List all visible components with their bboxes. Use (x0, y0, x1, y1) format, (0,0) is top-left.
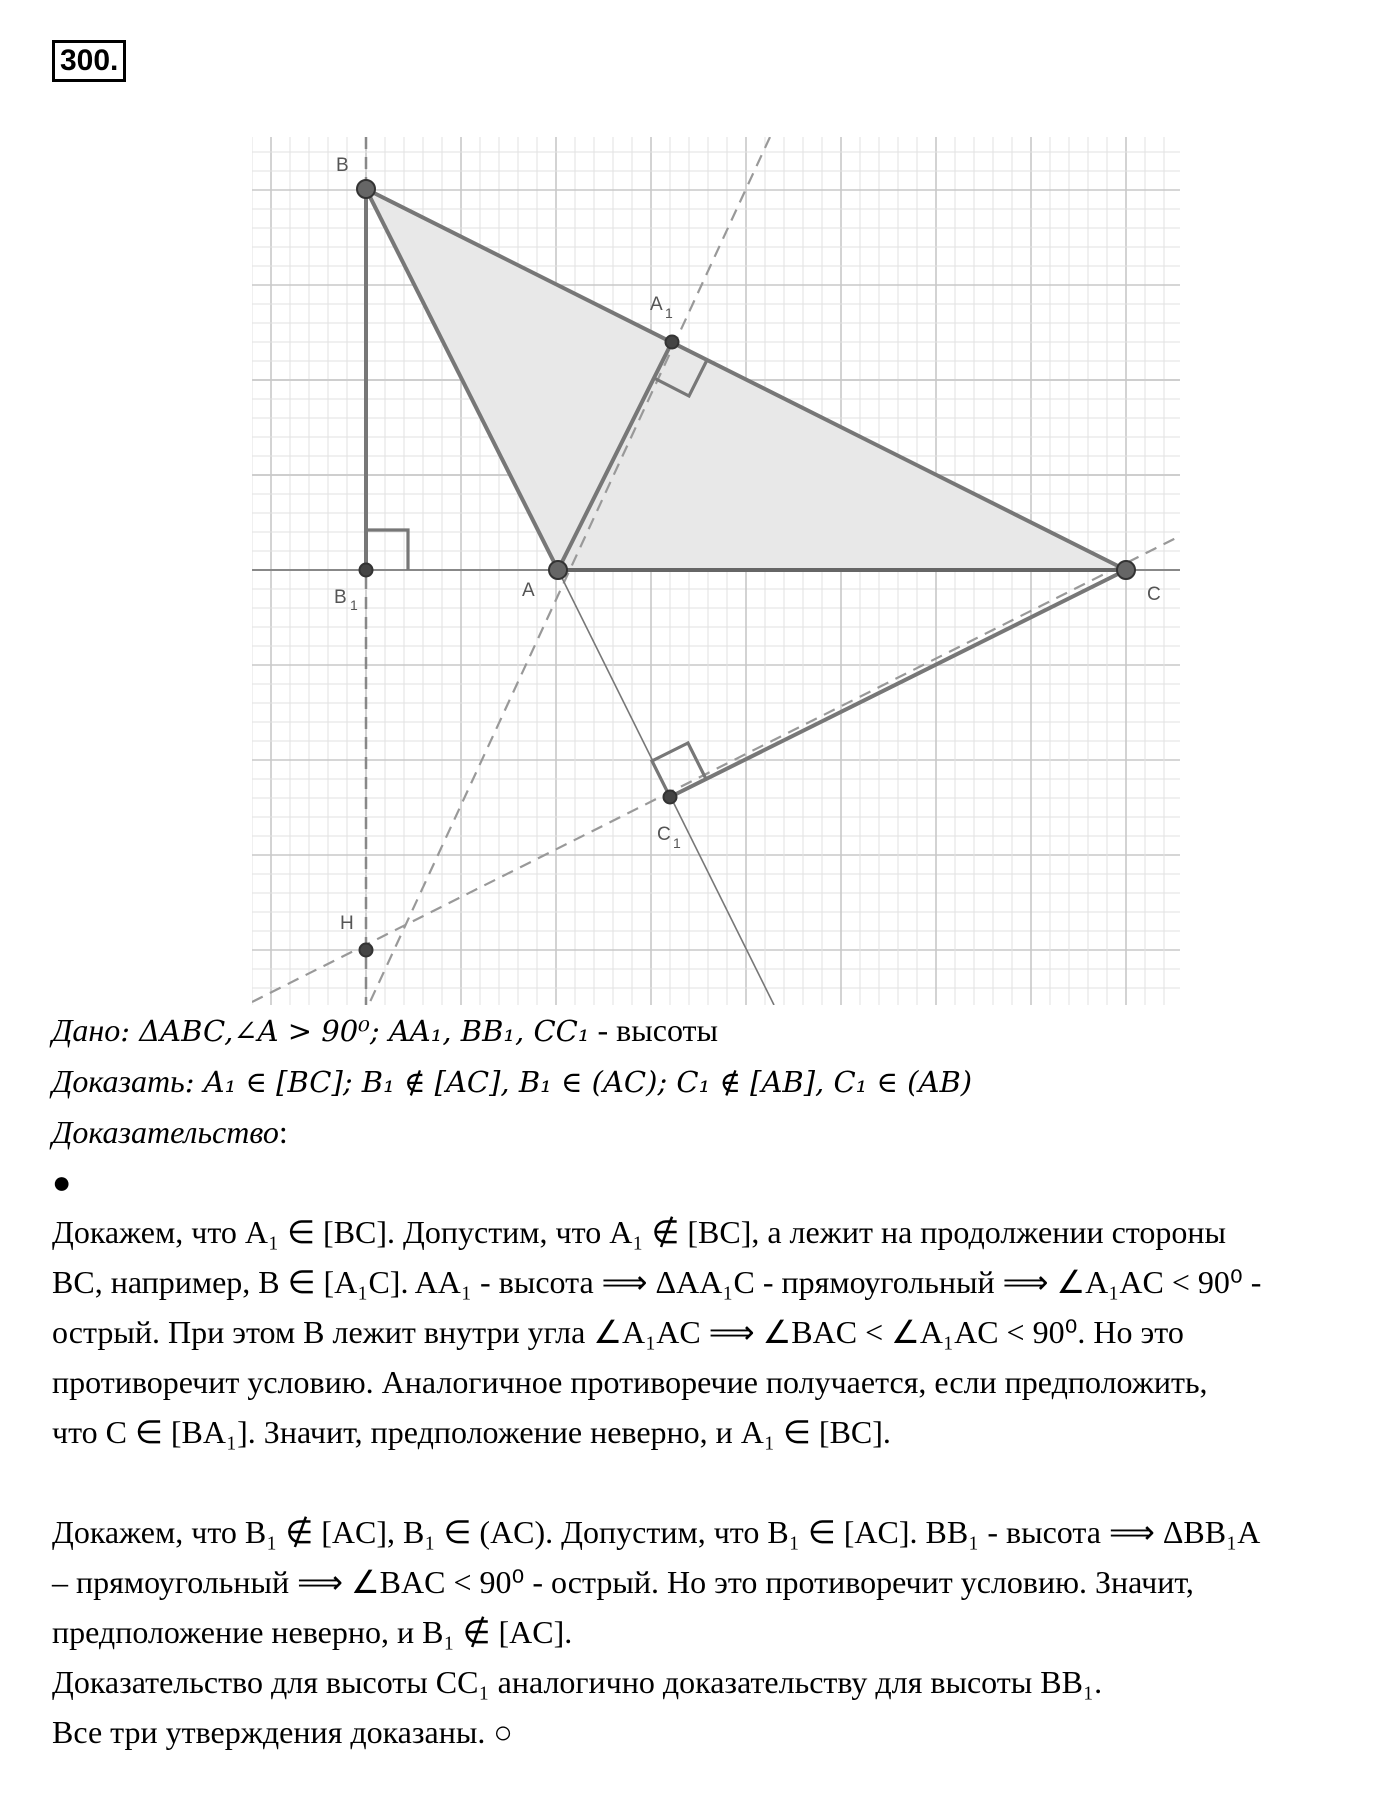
paragraph-2-line: Доказательство для высоты CC₁ аналогично доказательству для высоты BB₁. (52, 1664, 1103, 1700)
label-h: H (340, 913, 354, 934)
proof-heading-colon: : (278, 1114, 288, 1150)
paragraph-2-line: – прямоугольный ⟹ ∠BAC < 90⁰ - острый. Но это противоречит условию. Значит, (52, 1564, 1194, 1600)
given-math: : ΔABC,∠A > 90⁰; AA₁, BB₁, CC₁ (120, 1014, 590, 1048)
label-a1: A (650, 294, 663, 315)
bullet-marker: ● (52, 1164, 72, 1200)
prove-line (52, 1056, 1362, 1107)
label-c1-sub: 1 (673, 835, 681, 851)
label-a1-sub: 1 (665, 305, 673, 321)
label-c1: C (657, 824, 671, 845)
paragraph-2 (52, 1507, 1362, 1757)
prove-label: Доказать (52, 1063, 185, 1099)
label-b: B (336, 155, 349, 176)
problem-number: 300. (52, 40, 126, 82)
point-b1 (360, 564, 373, 577)
paragraph-spacer (52, 1457, 1362, 1507)
paragraph-1-line: BC, например, B ∈ [A₁C]. AA₁ - высота ⟹ ΔAA₁C - прямоугольный ⟹ ∠A₁AC < 90⁰ - (52, 1264, 1262, 1300)
solution-text (52, 1005, 1362, 1757)
label-c: C (1147, 584, 1161, 605)
label-a: A (522, 580, 535, 601)
point-h (360, 944, 373, 957)
paragraph-2-line: Докажем, что B₁ ∉ [AC], B₁ ∈ (AC). Допустим, что B₁ ∈ [AC]. BB₁ - высота ⟹ ΔBB₁A (52, 1514, 1261, 1550)
point-a (549, 561, 567, 579)
proof-heading-label: Доказательство (52, 1114, 279, 1150)
given-tail: - высоты (589, 1012, 718, 1048)
paragraph-1-line: что C ∈ [BA₁]. Значит, предположение неверно, и A₁ ∈ [BC]. (52, 1414, 891, 1450)
proof-heading (52, 1107, 1362, 1157)
paragraph-1-line: острый. При этом B лежит внутри угла ∠A₁AC ⟹ ∠BAC < ∠A₁AC < 90⁰. Но это (52, 1314, 1184, 1350)
line-h-c-dashed (252, 536, 1180, 1002)
point-b (357, 180, 375, 198)
paragraph-1 (52, 1207, 1362, 1457)
prove-math: : A₁ ∈ [BC]; B₁ ∉ [AC], B₁ ∈ (AC); C₁ ∉ [AB], C₁ ∈ (AB) (184, 1065, 973, 1099)
line-h-a1-dashed (320, 137, 770, 1010)
paragraph-2-line: предположение неверно, и B₁ ∉ [AC]. (52, 1614, 573, 1650)
paragraph-1-line: Докажем, что A₁ ∈ [BC]. Допустим, что A₁ ∉ [BC], а лежит на продолжении стороны (52, 1214, 1226, 1250)
paragraph-2-line: Все три утверждения доказаны. ○ (52, 1714, 513, 1750)
paragraph-1-line: противоречит условию. Аналогичное противоречие получается, если предположить, (52, 1364, 1208, 1400)
point-c1 (664, 791, 677, 804)
point-a1 (666, 336, 679, 349)
label-b1: B (334, 587, 347, 608)
label-b1-sub: 1 (350, 597, 358, 613)
given-label: Дано (52, 1012, 121, 1048)
point-c (1117, 561, 1135, 579)
given-line (52, 1005, 1362, 1056)
